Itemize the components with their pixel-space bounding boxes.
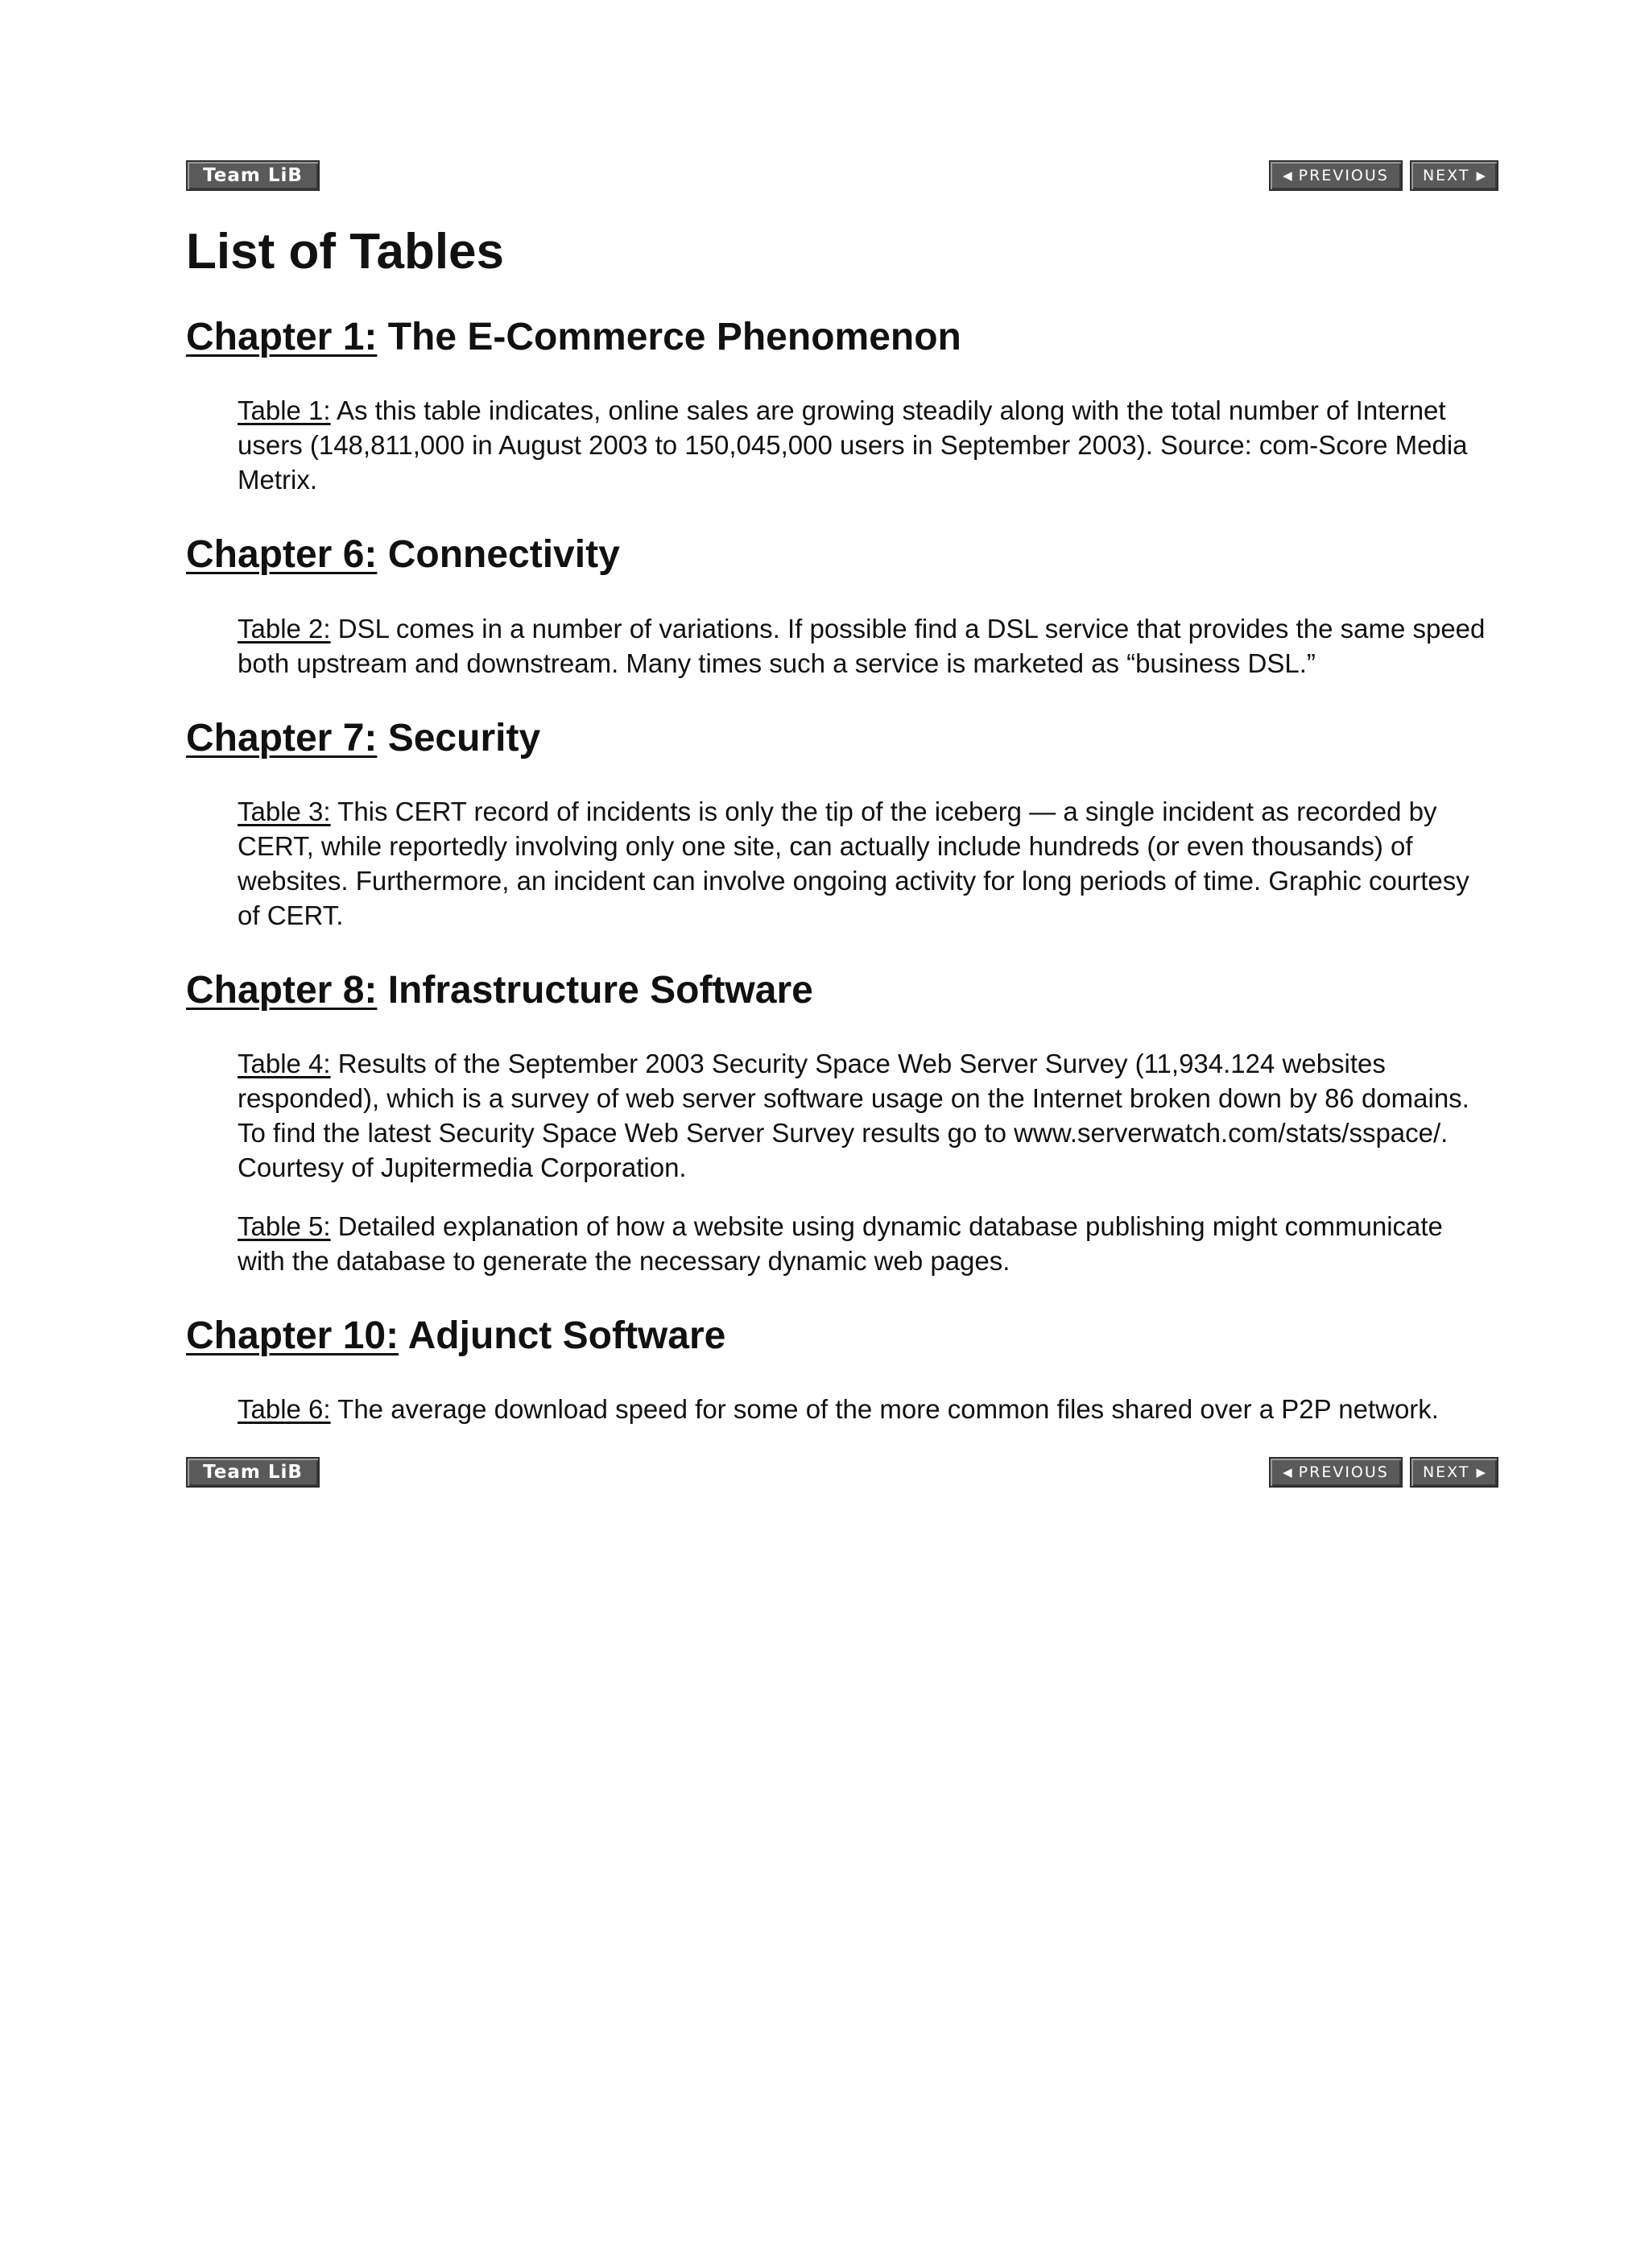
table-caption: The average download speed for some of the more common files shared over a P2P network. <box>337 1394 1439 1425</box>
table-link[interactable]: Table 2: <box>238 613 331 644</box>
table-caption: As this table indicates, online sales are growing steadily along with the total number of Internet users (148,811,000 in August 2003 to 150,045,000 users in September 2003). Source: com-Score Media Metrix. <box>238 395 1468 495</box>
table-link[interactable]: Table 5: <box>238 1211 331 1241</box>
table-entry <box>238 1209 1494 1278</box>
team-lib-button[interactable] <box>186 160 320 191</box>
next-button[interactable] <box>1410 1457 1498 1488</box>
table-link[interactable]: Table 4: <box>238 1048 331 1078</box>
chapter-title: Security <box>387 716 541 759</box>
left-arrow-icon: ◀ <box>1283 168 1292 183</box>
chapter-heading <box>186 1314 1498 1358</box>
table-link[interactable]: Table 6: <box>238 1394 331 1425</box>
chapter-title: Connectivity <box>387 533 620 577</box>
chapter-heading <box>186 315 1498 359</box>
table-caption: This CERT record of incidents is only the tip of the iceberg — a single incident as recorded by CERT, while reportedly involving only one site, can actually include hundreds (or even thousands) of websites. Furthermore, an incident can involve ongoing activity for long periods of time. Graphic courtesy of CERT. <box>238 796 1469 930</box>
chapter-link[interactable]: Chapter 8: <box>186 968 378 1012</box>
pager <box>1269 1457 1498 1488</box>
team-lib-button[interactable] <box>186 1457 320 1488</box>
chapter-heading <box>186 532 1498 577</box>
table-link[interactable]: Table 3: <box>238 796 331 826</box>
pager <box>1269 160 1498 191</box>
chapter-section <box>186 1314 1498 1426</box>
table-caption: DSL comes in a number of variations. If possible find a DSL service that provides the same speed both upstream and downstream. Many times such a service is marketed as “business DSL.” <box>238 613 1486 678</box>
table-link[interactable]: Table 1: <box>238 395 331 426</box>
chapter-section <box>186 968 1498 1278</box>
page-title: List of Tables <box>186 224 505 279</box>
chapter-link[interactable]: Chapter 1: <box>186 316 378 359</box>
table-caption: Detailed explanation of how a website using dynamic database publishing might communicate with the database to generate the necessary dynamic web pages. <box>238 1211 1443 1276</box>
previous-button[interactable] <box>1269 1457 1403 1488</box>
previous-button[interactable] <box>1269 160 1403 191</box>
previous-label: PREVIOUS <box>1298 167 1389 184</box>
document-page <box>186 159 1498 1489</box>
chapter-link[interactable]: Chapter 10: <box>186 1314 399 1357</box>
next-label: NEXT <box>1422 1463 1470 1482</box>
table-entry <box>238 393 1494 497</box>
chapter-link[interactable]: Chapter 6: <box>186 533 378 577</box>
table-entry <box>238 794 1494 933</box>
right-arrow-icon: ▶ <box>1476 1465 1486 1480</box>
table-entry <box>238 1392 1494 1426</box>
left-arrow-icon: ◀ <box>1283 1465 1292 1480</box>
next-button[interactable] <box>1410 160 1498 191</box>
team-lib-label: Team LiB <box>203 165 303 186</box>
chapter-heading <box>186 716 1498 760</box>
top-navbar <box>186 159 1498 192</box>
previous-label: PREVIOUS <box>1298 1463 1389 1482</box>
team-lib-label: Team LiB <box>203 1462 303 1484</box>
chapter-title: The E-Commerce Phenomenon <box>387 316 961 359</box>
chapter-heading <box>186 968 1498 1012</box>
table-entry <box>238 1046 1494 1185</box>
chapter-title: Adjunct Software <box>407 1314 726 1357</box>
bottom-navbar <box>186 1455 1498 1489</box>
chapter-section <box>186 716 1498 933</box>
chapter-section <box>186 315 1498 497</box>
chapter-link[interactable]: Chapter 7: <box>186 716 378 759</box>
table-caption: Results of the September 2003 Security Space Web Server Survey (11,934.124 websites responded), which is a survey of web server software usage on the Internet broken down by 86 domains. To find the latest Security Space Web Server Survey results go to www.serverwatch.com/stats/sspace/. Courtesy of Jupitermedia Corporation. <box>238 1048 1469 1182</box>
chapter-section <box>186 532 1498 680</box>
chapter-title: Infrastructure Software <box>387 968 813 1012</box>
right-arrow-icon: ▶ <box>1476 168 1486 183</box>
table-entry <box>238 611 1494 681</box>
next-label: NEXT <box>1422 167 1470 184</box>
